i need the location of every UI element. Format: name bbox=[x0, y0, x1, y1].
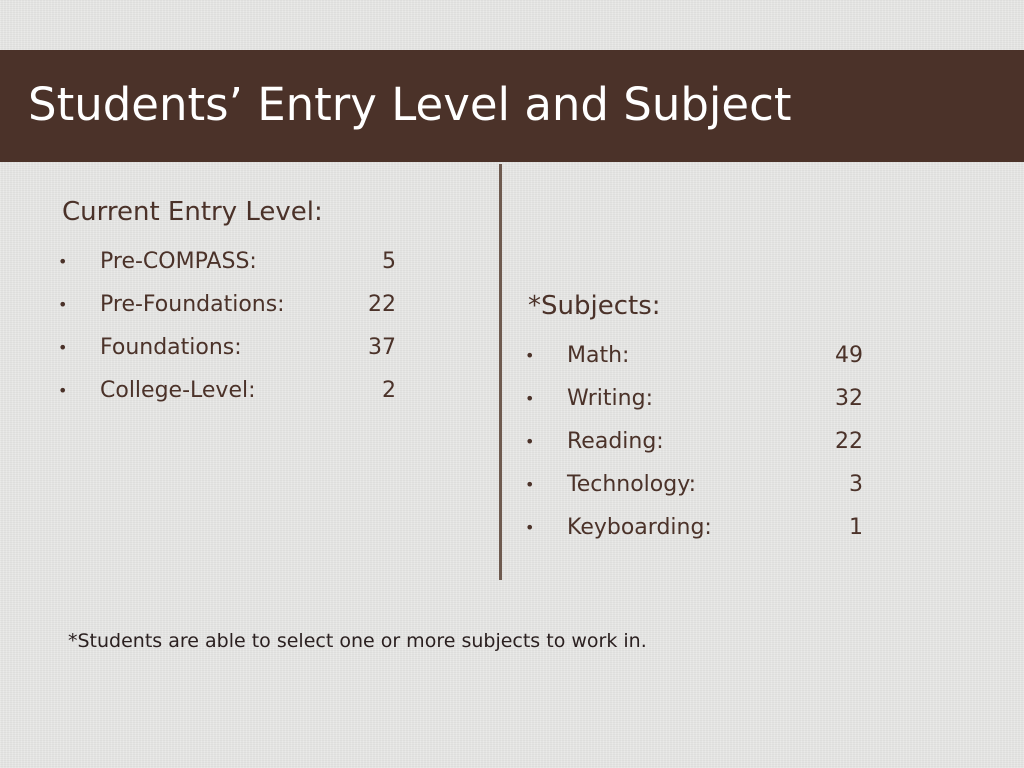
bullet-icon: • bbox=[525, 518, 535, 537]
bullet-icon: • bbox=[525, 346, 535, 365]
entry-level-label: College-Level: bbox=[100, 378, 256, 403]
entry-level-count: 37 bbox=[368, 335, 396, 360]
entry-level-label: Pre-Foundations: bbox=[100, 292, 285, 317]
entry-level-heading: Current Entry Level: bbox=[62, 197, 323, 227]
list-item bbox=[525, 514, 870, 557]
bullet-icon: • bbox=[58, 252, 68, 271]
column-divider bbox=[499, 164, 502, 580]
subject-label: Reading: bbox=[567, 429, 664, 454]
subject-count: 3 bbox=[849, 472, 863, 497]
bullet-icon: • bbox=[525, 389, 535, 408]
subject-label: Technology: bbox=[567, 472, 697, 497]
bullet-icon: • bbox=[58, 295, 68, 314]
bullet-icon: • bbox=[525, 475, 535, 494]
subject-count: 32 bbox=[835, 386, 863, 411]
subject-label: Writing: bbox=[567, 386, 653, 411]
subjects-heading: *Subjects: bbox=[528, 291, 661, 321]
list-item bbox=[58, 377, 403, 420]
entry-level-label: Pre-COMPASS: bbox=[100, 249, 257, 274]
list-item bbox=[525, 385, 870, 428]
subject-count: 49 bbox=[835, 343, 863, 368]
list-item bbox=[58, 248, 403, 291]
entry-level-count: 2 bbox=[382, 378, 396, 403]
list-item bbox=[525, 471, 870, 514]
slide-title: Students’ Entry Level and Subject bbox=[28, 78, 792, 131]
subject-label: Math: bbox=[567, 343, 630, 368]
entry-level-list bbox=[58, 248, 403, 420]
bullet-icon: • bbox=[525, 432, 535, 451]
subject-count: 1 bbox=[849, 515, 863, 540]
entry-level-count: 22 bbox=[368, 292, 396, 317]
bullet-icon: • bbox=[58, 338, 68, 357]
list-item bbox=[58, 334, 403, 377]
list-item bbox=[525, 428, 870, 471]
entry-level-count: 5 bbox=[382, 249, 396, 274]
entry-level-label: Foundations: bbox=[100, 335, 242, 360]
subjects-list bbox=[525, 342, 870, 557]
subject-label: Keyboarding: bbox=[567, 515, 712, 540]
subject-count: 22 bbox=[835, 429, 863, 454]
bullet-icon: • bbox=[58, 381, 68, 400]
list-item bbox=[58, 291, 403, 334]
list-item bbox=[525, 342, 870, 385]
footnote: *Students are able to select one or more subjects to work in. bbox=[68, 630, 647, 652]
